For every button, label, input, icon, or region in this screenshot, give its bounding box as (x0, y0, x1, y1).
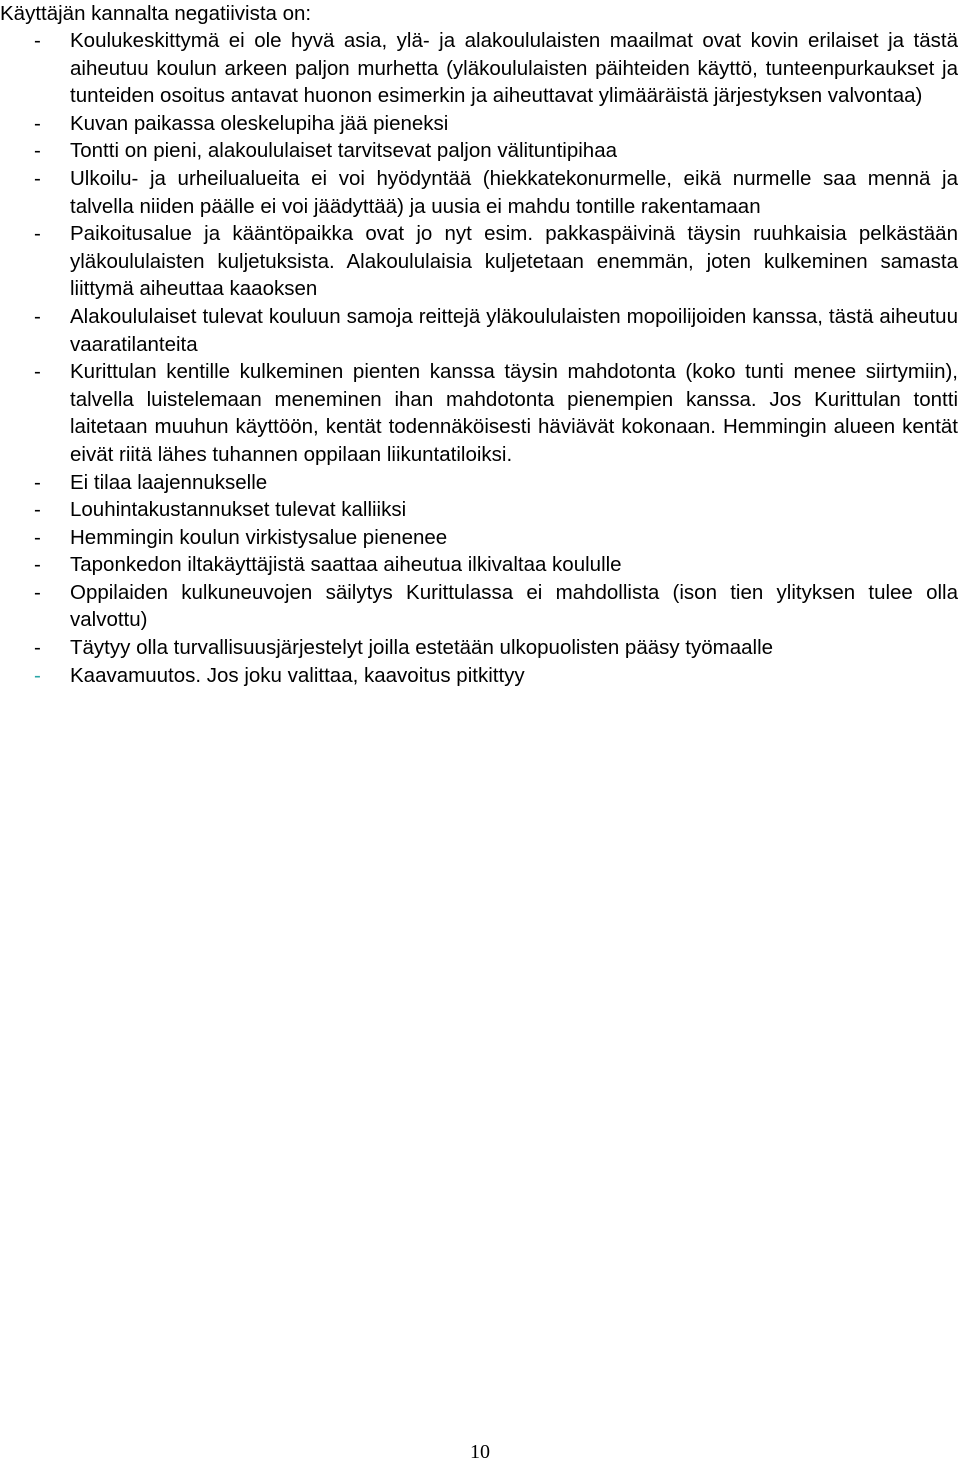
list-item-text: Täytyy olla turvallisuusjärjestelyt joilla estetään ulkopuolisten pääsy työmaalle (70, 636, 774, 660)
list-marker: - (34, 498, 41, 522)
list-item-text: Kaavamuutos. Jos joku valittaa, kaavoitus pitkittyy (70, 663, 525, 687)
list-marker: - (34, 470, 41, 494)
list-marker: - (34, 580, 41, 604)
list-item-text: Paikoitusalue ja kääntöpaikka ovat jo nyt esim. pakkaspäivinä täysin ruuhkaisia pelkästään yläkoululaisten kuljetuksista. Alakoululaisia kuljetetaan enemmän, joten kulkeminen samasta liittymä aiheuttaa kaaoksen (70, 222, 958, 301)
list-item-text: Taponkedon iltakäyttäjistä saattaa aiheutua ilkivaltaa koululle (70, 553, 622, 577)
list-item (0, 524, 958, 552)
list-item (0, 358, 958, 468)
list-marker: - (34, 636, 41, 660)
list-marker: - (34, 222, 41, 246)
list-item-text: Louhintakustannukset tulevat kalliiksi (70, 498, 407, 522)
list-item-text: Hemmingin koulun virkistysalue pienenee (70, 525, 448, 549)
list-marker: - (34, 553, 41, 577)
list-item (0, 662, 958, 690)
list-item (0, 551, 958, 579)
list-item (0, 137, 958, 165)
list-marker: - (34, 166, 41, 190)
list-marker: - (34, 360, 41, 384)
list-item (0, 303, 958, 358)
list-item (0, 634, 958, 662)
list-item-text: Tontti on pieni, alakoululaiset tarvitsevat paljon välituntipihaa (70, 139, 618, 163)
list-item (0, 496, 958, 524)
list-item-text: Ei tilaa laajennukselle (70, 470, 268, 494)
section-heading: Käyttäjän kannalta negatiivista on: (0, 2, 312, 25)
list-item-text: Alakoululaiset tulevat kouluun samoja reittejä yläkoululaisten mopoilijoiden kanssa, tästä aiheutuu vaaratilanteita (70, 304, 958, 356)
list-item-text: Kuvan paikassa oleskelupiha jää pieneksi (70, 111, 449, 135)
list-marker: - (34, 304, 41, 328)
negatives-list (0, 27, 958, 689)
list-marker-highlighted: - (34, 663, 41, 687)
list-item (0, 165, 958, 220)
list-item (0, 469, 958, 497)
list-item-text: Oppilaiden kulkuneuvojen säilytys Kurittulassa ei mahdollista (ison tien ylityksen tulee olla valvottu) (70, 580, 958, 632)
page-number: 10 (470, 1441, 490, 1463)
list-item-text: Koulukeskittymä ei ole hyvä asia, ylä- ja alakoululaisten maailmat ovat kovin erilaiset ja tästä aiheutuu koulun arkeen paljon murhetta (yläkoululaisten päihteiden käyttö, tunteenpurkaukset ja tunteiden osoitus antavat huonon esimerkin ja aiheuttavat ylimääräistä järjestyksen valvontaa) (70, 29, 958, 108)
list-marker: - (34, 111, 41, 135)
list-marker: - (34, 525, 41, 549)
list-marker: - (34, 29, 41, 52)
list-marker: - (34, 139, 41, 163)
list-item (0, 110, 958, 138)
list-item (0, 579, 958, 634)
list-item (0, 27, 958, 110)
list-item (0, 220, 958, 303)
list-item-text: Ulkoilu- ja urheilualueita ei voi hyödyntää (hiekkatekonurmelle, eikä nurmelle saa mennä ja talvella niiden päälle ei voi jäädyttää) ja uusia ei mahdu tontille rakentamaan (70, 166, 958, 218)
list-item-text: Kurittulan kentille kulkeminen pienten kanssa täysin mahdotonta (koko tunti menee siirtymiin), talvella luistelemaan meneminen ihan mahdotonta pienempien kanssa. Jos Kurittulan tontti laitetaan muuhun käyttöön, kentät todennäköisesti häviävät kokonaan. Hemmingin alueen kentät eivät riitä lähes tuhannen oppilaan liikuntatiloiksi. (70, 360, 958, 466)
